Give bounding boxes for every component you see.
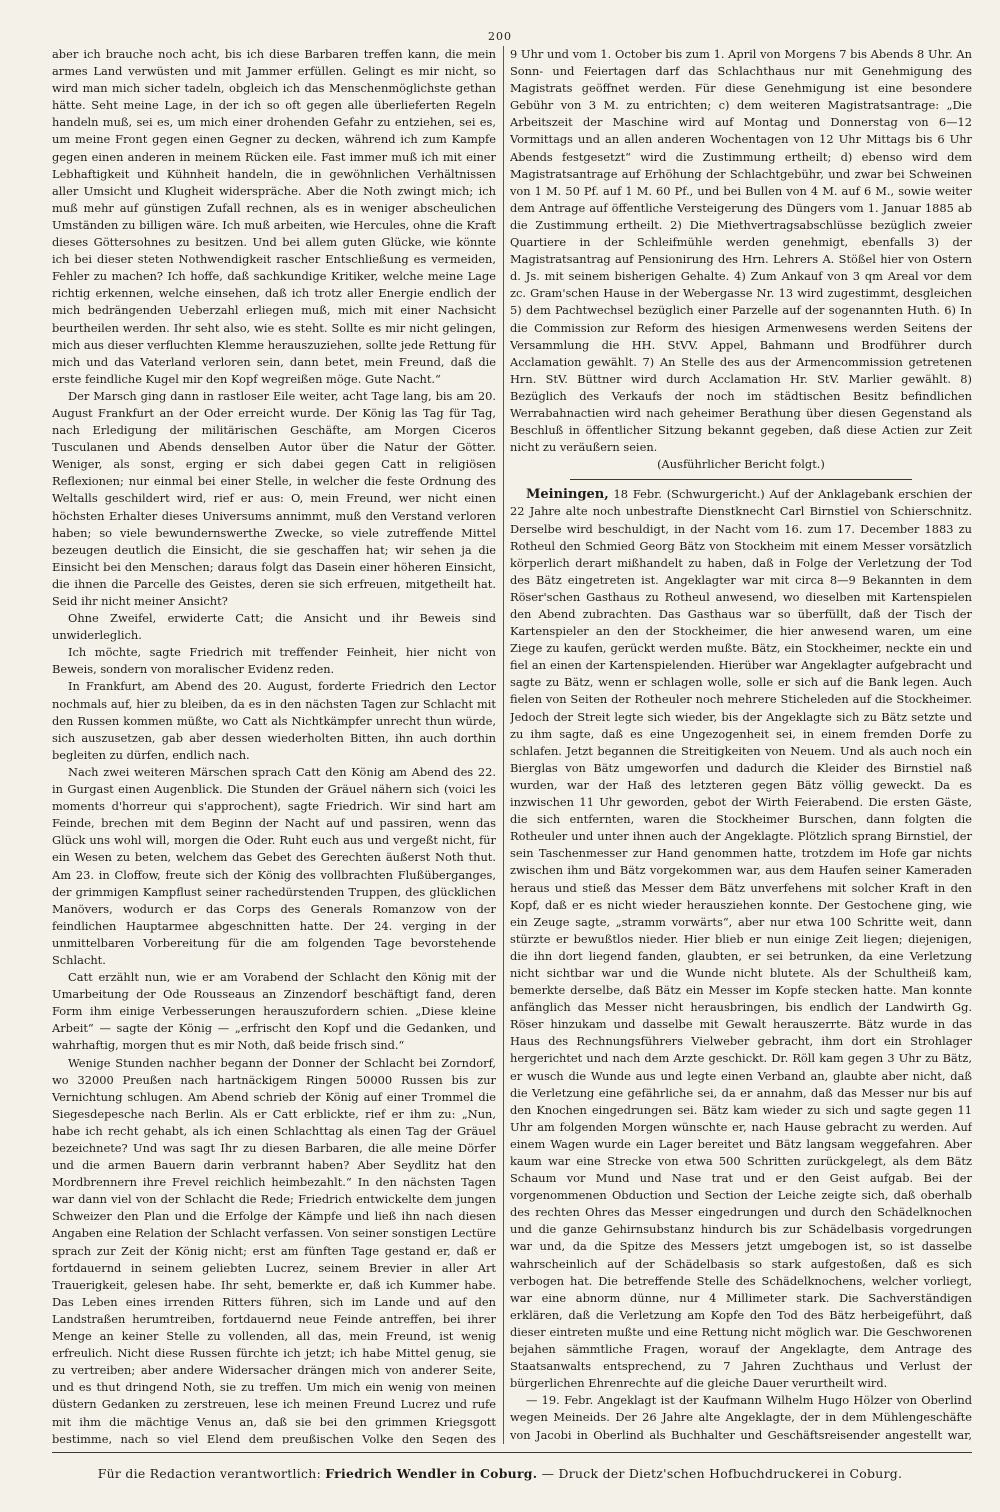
article-paragraph: Der Marsch ging dann in rastloser Eile weiter, acht Tage lang, bis am 20. August Frankfurt an der Oder erreicht wurde. Der König las Tag für Tag, nach Erledigung der militärischen Geschäfte, am Morgen Ciceros Tusculanen und Abends denselben Autor über die Natur der Götter. Weniger, als sonst, erging er sich dabei gegen Catt in religiösen Reflexionen; nur einmal bei einer Stelle, in welcher die feste Ordnung des Weltalls geschildert wird, rief er aus: O, mein Freund, wer nicht einen höchsten Erhalter dieses Universums annimmt, muß den Verstand verloren haben; so viele bewundernswerthe Zwecke, so viele zutreffende Mittel bezeugen deutlich die Einsicht, die sie geschaffen hat; wir sehen ja die Einsicht bei den Menschen; daraus folgt das Dasein einer höheren Einsicht, die ihnen die Parcelle des Geistes, deren sie sich erfreuen, mitgetheilt hat. Seid ihr nicht meiner Ansicht?	[52, 388, 496, 608]
page-number: 200	[488, 30, 512, 43]
article-paragraph: Nach zwei weiteren Märschen sprach Catt den König am Abend des 22. in Gurgast einen Augenblick. Die Stunden der Gräuel nähern sich (voici les moments d'horreur qui s'approchent), sagte Friedrich. Wir sind hart am Feinde, brechen mit dem Beginn der Nacht auf und passiren, wenn das Glück uns wohl will, morgen die Oder. Ruht euch aus und vergeßt nicht, für ein Wesen zu beten, welchem das Gebet des Gerechten äußerst Noth thut. Am 23. in Cloffow, freute sich der König des vollbrachten Flußüberganges, der grimmigen Kampflust seiner rachedürstenden Truppen, des glücklichen Manövers, wodurch er das Corps des Generals Romanzow von der feindlichen Hauptarmee abgeschnitten hatte. Der 24. verging in der unmittelbaren Vorbereitung für die am folgenden Tage bevorstehende Schlacht.	[52, 764, 496, 967]
footer-rule	[52, 1452, 972, 1453]
meiningen-report-text: 18 Febr. (Schwurgericht.) Auf der Anklagebank erschien der 22 Jahre alte noch unbestrafte Dienstknecht Carl Birnstiel von Schierschnitz. Derselbe wird beschuldigt, in der Nacht vom 16. zum 17. December 1883 zu Rotheul den Schmied Georg Bätz von Stockheim mit einem Messer vorsätzlich körperlich derart mißhandelt zu haben, daß in Folge der Verletzung der Tod des Bätz eingetreten ist. Angeklagter war mit circa 8—9 Bekannten in dem Röser'schen Gasthaus zu Rotheul anwesend, wo dieselben mit Kartenspielen den Abend zubrachten. Das Gasthaus war so überfüllt, daß der Tisch der Kartenspieler an den der Stockheimer, die hier anwesend waren, um eine Ziege zu kaufen, gerückt werden mußte. Bätz, ein Stockheimer, neckte ein und fiel an einen der Kartenspielenden. Hierüber war Angeklagter aufgebracht und sagte zu Bätz, wenn er schlagen wolle, solle er sich auf die Bank legen. Auch fielen von Seiten der Rotheuler noch mehrere Sticheleden auf die Stockheimer. Jedoch der Streit legte sich wieder, bis der Angeklagte sich zu Bätz setzte und zu ihm sagte, daß es eine Ungezogenheit sei, in einem fremden Dorfe zu schlafen. Jetzt begannen die Streitigkeiten von Neuem. Und als auch noch ein Bierglas von Bätz umgeworfen und dadurch die Kleider des Birnstiel naß wurden, war der Haß des letzteren gegen Bätz völlig geweckt. Da es inzwischen 11 Uhr geworden, gebot der Wirth Feierabend. Die ersten Gäste, die sich entfernten, waren die Stockheimer Burschen, dann folgten die Rotheuler und unter ihnen auch der Angeklagte. Plötzlich sprang Birnstiel, der sein Taschenmesser zur Hand genommen hatte, trotzdem im Hofe gar nichts zwischen ihm und Bätz vorgekommen war, aus dem Haufen seiner Kameraden heraus und stieß das Messer dem Bätz unverfehens mit solcher Kraft in den Kopf, daß er es nicht wieder herausziehen konnte. Der Gestochene ging, wie ein Zeuge sagte, „stramm vorwärts“, aber nur etwa 100 Schritte weit, dann stürzte er bewußtlos nieder. Hier blieb er nun einige Zeit liegen; diejenigen, die ihn dort liegend fanden, glaubten, er sei betrunken, da eine Verletzung nicht sichtbar war und die Wunde nicht blutete. Als der Schultheiß kam, bemerkte derselbe, daß Bätz ein Messer im Kopfe stecken hatte. Man konnte anfänglich das Messer nicht herausbringen, bis endlich der Landwirth Gg. Röser hinzukam und dasselbe mit Gewalt herauszerrte. Bätz wurde in das Haus des Rechnungsführers Vielweber gebracht, ihm dort ein Strohlager hergerichtet und nach dem Arzte geschickt. Dr. Röll kam gegen 3 Uhr zu Bätz, er wusch die Wunde aus und legte einen Verband an, glaubte aber nicht, daß die Verletzung eine gefährliche sei, da er annahm, daß das Messer nur bis auf den Knochen eingedrungen sei. Bätz kam wieder zu sich und sagte gegen 11 Uhr am folgenden Morgen wünschte er, nach Hause gebracht zu werden. Auf einem Wagen wurde ein Lager bereitet und Bätz langsam weggefahren. Aber kaum war eine Strecke von etwa 500 Schritten zurückgelegt, als dem Bätz Schaum vor Mund und Nase trat und er den Geist aufgab. Bei der vorgenommenen Obduction und Section der Leiche zeigte sich, daß oberhalb des rechten Ohres das Messer eingedrungen und durch den Schädelknochen und die ganze Gehirnsubstanz hindurch bis zur Schädelbasis vorgedrungen war und, da die Spitze des Messers jetzt umgebogen ist, so ist dasselbe wahrscheinlich auf der Schädelbasis so stark aufgestoßen, daß es sich verbogen hat. Die betreffende Stelle des Schädelknochens, welcher vorliegt, war eine abnorm dünne, nur 4 Millimeter stark. Die Sachverständigen erklären, daß die Verletzung am Kopfe den Tod des Bätz herbeigeführt, daß dieser eintreten mußte und eine Rettung nicht möglich war. Die Geschworenen bejahen sämmtliche Fragen, worauf der Angeklagte, dem Antrage des Staatsanwalts entsprechend, zu 7 Jahren Zuchthaus und Verlust der bürgerlichen Ehrenrechte auf die gleiche Dauer verurtheilt wird.	[510, 487, 972, 1391]
report-note: (Ausführlicher Bericht folgt.)	[657, 457, 825, 472]
left-column	[52, 46, 496, 1444]
column-divider	[503, 46, 504, 1444]
article-paragraph: Ich möchte, sagte Friedrich mit treffender Feinheit, hier nicht von Beweis, sondern von moralischer Evidenz reden.	[52, 645, 496, 677]
meiningen-report	[510, 486, 972, 1392]
article-paragraph: Wenige Stunden nachher begann der Donner der Schlacht bei Zorndorf, wo 32000 Preußen nach hartnäckigem Ringen 50000 Russen bis zur Vernichtung schlugen. Am Abend schrieb der König auf einer Trommel die Siegesdepesche nach Berlin. Als er Catt erblickte, rief er ihm zu: „Nun, habe ich recht gehabt, als ich einen Schlachttag als einen Tag der Gräuel bezeichnete? Und was sagt Ihr zu diesen Barbaren, die alle meine Dörfer und die armen Bauern darin verbrannt haben? Aber Seydlitz hat den Mordbrennern ihre Frevel reichlich heimbezahlt.“ In den nächsten Tagen war dann viel von der Schlacht die Rede; Friedrich entwickelte dem jungen Schweizer den Plan und die Erfolge der Kämpfe und ließ ihn nach diesen Angaben eine Relation der Schlacht verfassen. Von seiner sonstigen Lectüre sprach zur Zeit der König nicht; erst am fünften Tage gestand er, daß er fortdauernd in seinem geliebten Lucrez, seinem Brevier in aller Art Trauerigkeit, gelesen habe. Ihr seht, bemerkte er, daß ich Kummer habe. Das Leben eines irrenden Ritters führen, sich im Lande und auf den Landstraßen herumtreiben, fortdauernd neue Feinde antreffen, bei ihrer Menge an keiner Stelle zu vollenden, all das, mein Freund, ist wenig erfreulich. Nicht diese Russen fürchte ich jetzt; ich habe Mittel genug, sie zu vertreiben; aber andere Widersacher drängen mich von anderer Seite, und es thut dringend Noth, sie zu treffen. Um mich ein wenig von meinen düstern Gedanken zu zerstreuen, lese ich meinen Freund Lucrez und rufe mit ihm die mächtige Venus an, daß sie bei den grimmen Kriegsgott bestimme, nach so viel Elend dem preußischen Volke den Segen des	[52, 1055, 496, 1444]
imprint-printer: — Druck der Dietz'schen Hofbuchdruckerei in Coburg.	[537, 1466, 903, 1481]
dateline-place: Meiningen,	[526, 487, 609, 503]
imprint-prefix: Für die Redaction verantwortlich:	[97, 1466, 326, 1481]
coburg-report-continued: 9 Uhr und vom 1. October bis zum 1. April von Morgens 7 bis Abends 8 Uhr. An Sonn- und Feiertagen darf das Schlachthaus nur mit Genehmigung des Magistrats geöffnet werden. Für diese Genehmigung ist eine besondere Gebühr von 3 M. zu entrichten; c) dem weiteren Magistratsantrage: „Die Arbeitszeit der Maschine wird auf Montag und Donnerstag von 6—12 Vormittags und an allen anderen Wochentagen von 12 Uhr Mittags bis 6 Uhr Abends festgesetzt“ wird die Zustimmung ertheilt; d) ebenso wird dem Magistratsantrage auf Erhöhung der Schlachtgebühr, und zwar bei Schweinen von 1 M. 50 Pf. auf 1 M. 60 Pf., und bei Bullen von 4 M. auf 6 M., sowie weiter dem Antrage auf öffentliche Versteigerung des Düngers vom 1. Januar 1885 ab die Zustimmung ertheilt. 2) Die Miethvertragsabschlüsse bezüglich zweier Quartiere in der Schleifmühle werden genehmigt, ebenfalls 3) der Magistratsantrag auf Pensionirung des Hrn. Lehrers A. Stößel hier von Ostern d. Js. mit seinem bisherigen Gehalte. 4) Zum Ankauf von 3 qm Areal vor dem zc. Gram'schen Hause in der Webergasse Nr. 13 wird zugestimmt, desgleichen 5) dem Pachtwechsel bezüglich einer Parzelle auf der sogenannten Huth. 6) In die Commission zur Reform des hiesigen Armenwesens werden Seitens der Versammlung die HH. StVV. Appel, Bahmann und Brodführer durch Acclamation gewählt. 7) An Stelle des aus der Armencommission getretenen Hrn. StV. Büttner wird durch Acclamation Hr. StV. Marlier gewählt. 8) Bezüglich des Verkaufs der noch im städtischen Besitz befindlichen Werrabahnactien wird nach geheimer Berathung über diesen Gegenstand als Beschluß in öffentlicher Sitzung bekannt gegeben, daß diese Actien zur Zeit nicht zu veräußern seien.	[510, 47, 972, 455]
right-column	[510, 46, 972, 1444]
article-paragraph: aber ich brauche noch acht, bis ich diese Barbaren treffen kann, die mein armes Land verwüsten und mit Jammer erfüllen. Gelingt es mir nicht, so wird man mich sicher tadeln, obgleich ich das Menschenmöglichste gethan hätte. Seht meine Lage, in der ich so oft gegen alle überlieferten Regeln handeln muß, sei es, um mich einer drohenden Gefahr zu entziehen, sei es, um meine Front gegen einen Gegner zu decken, während ich zum Kampfe gegen einen anderen in meinem Rücken eile. Fast immer muß ich mit einer Lebhaftigkeit und Kühnheit handeln, die in gewöhnlichen Verhältnissen aller Umsicht und Klugheit widerspräche. Aber die Noth zwingt mich; ich muß mehr auf günstigen Zufall rechnen, als es in weniger abscheulichen Umständen zu billigen wäre. Ich muß arbeiten, wie Hercules, ohne die Kraft dieses Göttersohnes zu besitzen. Und bei allem guten Glücke, wie könnte ich bei dieser steten Nothwendigkeit rascher Entschließung es vermeiden, Fehler zu machen? Ich hoffe, daß sachkundige Kritiker, welche meine Lage richtig erkennen, welche einsehen, daß ich trotz aller Energie endlich der mich bedrängenden Ueberzahl erliegen muß, mich mit einer Nachsicht beurtheilen werden. Ihr seht also, wie es steht. Sollte es mir nicht gelingen, mich aus dieser verfluchten Klemme herauszuziehen, sollte jede Rettung für mich und das Vaterland verloren sein, dann betet, mein Freund, daß die erste feindliche Kugel mir den Kopf wegreißen möge. Gute Nacht.“	[52, 47, 496, 386]
article-paragraph: Catt erzählt nun, wie er am Vorabend der Schlacht den König mit der Umarbeitung der Ode Rousseaus an Zinzendorf beschäftigt fand, deren Form ihm einige Verbesserungen herauszufordern schien. „Diese kleine Arbeit“ — sagte der König — „erfrischt den Kopf und die Gedanken, und wahrhaftig, morgen thut es mir Noth, daß beide frisch sind.“	[52, 970, 496, 1053]
article-paragraph: Ohne Zweifel, erwiderte Catt; die Ansicht und ihr Beweis sind unwiderleglich.	[52, 611, 496, 643]
imprint-editor: Friedrich Wendler in Coburg.	[325, 1466, 538, 1481]
article-separator	[570, 479, 912, 480]
imprint-footer	[0, 1466, 1000, 1481]
article-paragraph: In Frankfurt, am Abend des 20. August, forderte Friedrich den Lector nochmals auf, hier zu bleiben, da es in den nächsten Tagen zur Schlacht mit den Russen kommen müßte, wo Catt als Nichtkämpfer unrecht thun würde, sich auszusetzen, gab aber dessen wiederholten Bitten, ihn auch dorthin begleiten zu dürfen, endlich nach.	[52, 679, 496, 762]
second-court-case: — 19. Febr. Angeklagt ist der Kaufmann Wilhelm Hugo Hölzer von Oberlind wegen Meineids. Der 26 Jahre alte Angeklagte, der in dem Mühlengeschäfte von Jacobi in Oberlind als Buchhalter und Geschäftsreisender angestellt war,	[510, 1393, 972, 1442]
